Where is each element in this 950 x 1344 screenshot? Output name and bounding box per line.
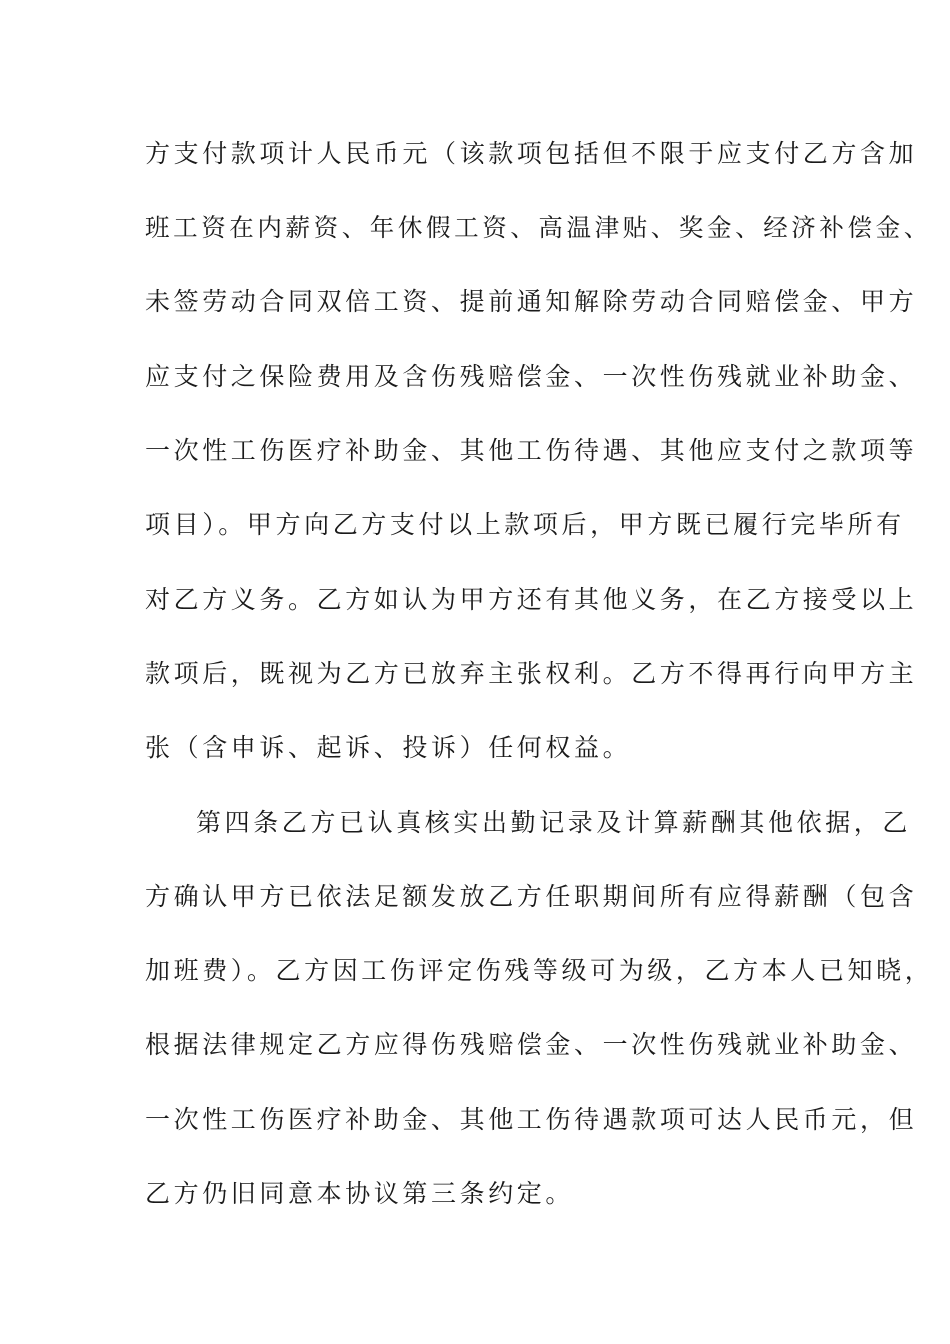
text-line: 乙方仍旧同意本协议第三条约定。 [145, 1179, 575, 1208]
text-line: 班工资在内薪资、年休假工资、高温津贴、奖金、经济补偿金、 [145, 213, 932, 242]
text-line: 第四条乙方已认真核实出勤记录及计算薪酬其他依据，乙 [196, 808, 912, 837]
text-line: 一次性工伤医疗补助金、其他工伤待遇、其他应支付之款项等 [145, 436, 918, 465]
text-line: 加班费）。乙方因工伤评定伤残等级可为级，乙方本人已知晓， [145, 956, 934, 985]
text-line: 款项后，既视为乙方已放弃主张权利。乙方不得再行向甲方主 [145, 659, 918, 688]
text-line: 方确认甲方已依法足额发放乙方任职期间所有应得薪酬（包含 [145, 882, 918, 911]
text-line: 方支付款项计人民币元（该款项包括但不限于应支付乙方含加 [145, 139, 918, 168]
text-line: 张（含申诉、起诉、投诉）任何权益。 [145, 733, 632, 762]
text-line: 未签劳动合同双倍工资、提前通知解除劳动合同赔偿金、甲方 [145, 287, 918, 316]
text-line: 对乙方义务。乙方如认为甲方还有其他义务，在乙方接受以上 [145, 585, 918, 614]
text-line: 应支付之保险费用及含伤残赔偿金、一次性伤残就业补助金、 [145, 362, 918, 391]
text-line: 项目）。甲方向乙方支付以上款项后，甲方既已履行完毕所有 [145, 510, 905, 539]
text-line: 一次性工伤医疗补助金、其他工伤待遇款项可达人民币元，但 [145, 1105, 918, 1134]
text-line: 根据法律规定乙方应得伤残赔偿金、一次性伤残就业补助金、 [145, 1030, 918, 1059]
